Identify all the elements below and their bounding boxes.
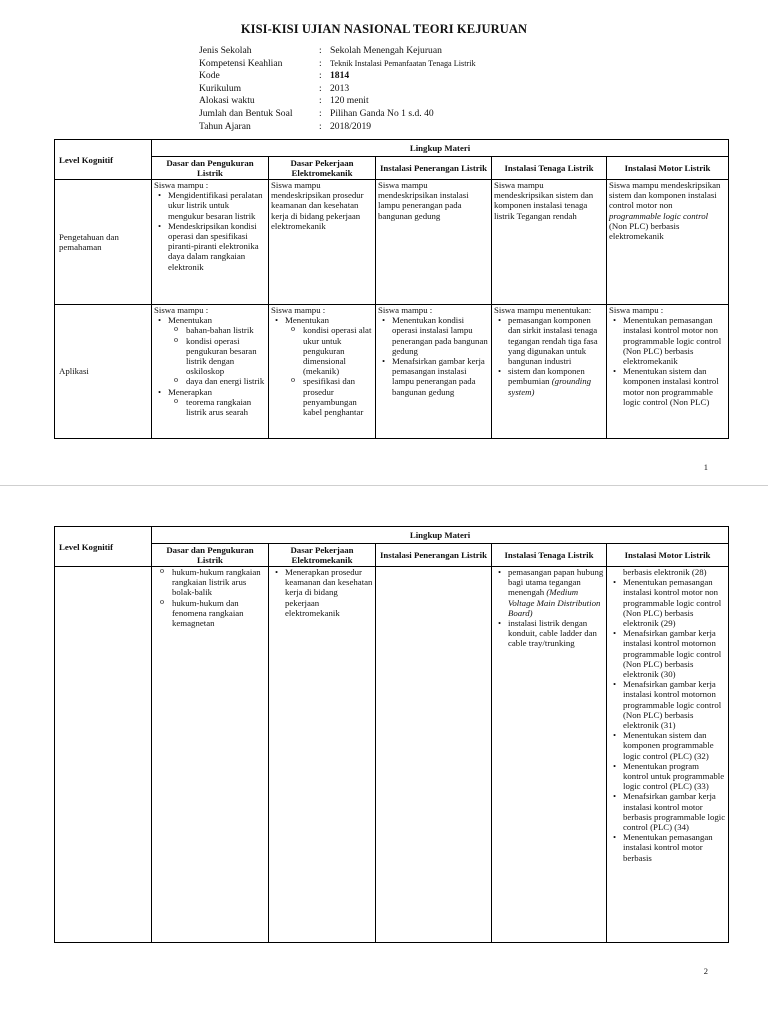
meta-colon: : bbox=[319, 45, 322, 56]
bullet-list bbox=[494, 315, 604, 397]
cell-italic-text: (grounding system) bbox=[508, 376, 592, 397]
page-number: 1 bbox=[703, 462, 708, 472]
meta-key: Jumlah dan Bentuk Soal bbox=[199, 107, 293, 119]
sub-list-item: o bahan-bahan listrik bbox=[186, 325, 266, 335]
header-row-columns bbox=[55, 157, 729, 180]
list-item bbox=[508, 366, 604, 397]
column-header: Instalasi Motor Listrik bbox=[607, 544, 729, 567]
sub-list-item: o spesifikasi dan prosedur penyambungan kabel penghantar bbox=[303, 376, 373, 417]
list-item-label: pemasangan papan hubung bagi utama tegangan menengah bbox=[508, 567, 604, 598]
meta-key: Kompetensi Keahlian bbox=[199, 57, 283, 69]
document-meta bbox=[199, 45, 476, 133]
list-item bbox=[508, 567, 604, 618]
table-cell bbox=[376, 567, 492, 943]
list-item: • Menerapkan prosedur keamanan dan kesehatan kerja di bidang pekerjaan elektromekanik bbox=[285, 567, 373, 618]
document-title: KISI-KISI UJIAN NASIONAL TEORI KEJURUAN bbox=[240, 22, 528, 36]
cell-intro: berbasis elektronik (28) bbox=[623, 567, 707, 577]
meta-value: 2018/2019 bbox=[330, 120, 372, 132]
table-cell bbox=[269, 305, 376, 439]
meta-colon: : bbox=[319, 57, 322, 69]
table-row-aplikasi bbox=[55, 305, 729, 439]
table-cell bbox=[607, 305, 729, 439]
sub-list bbox=[168, 325, 266, 386]
level-cell bbox=[55, 567, 152, 943]
cell-content bbox=[378, 305, 489, 438]
header-row-columns bbox=[55, 544, 729, 567]
table-cell bbox=[376, 305, 492, 439]
column-header: Dasar dan Pengukuran Listrik bbox=[152, 157, 269, 180]
column-header: Dasar Pekerjaan Elektromekanik bbox=[269, 544, 376, 567]
meta-colon: : bbox=[319, 95, 322, 107]
column-header: Dasar dan Pengukuran Listrik bbox=[152, 544, 269, 567]
list-item: • Menentukan program kontrol untuk programmable logic control (PLC) (33) bbox=[623, 761, 726, 792]
meta-row-kode bbox=[199, 70, 476, 83]
cell-intro: Siswa mampu : bbox=[378, 305, 433, 315]
list-item bbox=[285, 315, 373, 417]
meta-key: Alokasi waktu bbox=[199, 95, 255, 107]
bullet-list bbox=[378, 315, 489, 397]
sub-list-item: o kondisi operasi pengukuran besaran listrik dengan oskiloskop bbox=[186, 336, 266, 377]
meta-colon: : bbox=[319, 120, 322, 132]
meta-key: Kurikulum bbox=[199, 82, 242, 94]
cell-intro: Siswa mampu : bbox=[609, 305, 664, 315]
list-item-label: Menerapkan bbox=[168, 386, 212, 397]
meta-row-jumlah-soal bbox=[199, 108, 476, 121]
cell-text: Siswa mampu mendeskripsikan sistem dan komponen instalasi control motor non bbox=[609, 180, 721, 211]
list-item: • Menafsirkan gambar kerja instalasi kontrol motor berbasis programmable logic control (PLC) (34) bbox=[623, 791, 726, 832]
list-item: • Mengidentifikasi peralatan ukur listrik untuk mengukur besaran listrik bbox=[168, 190, 266, 221]
list-item: • Menentukan pemasangan instalasi kontrol motor berbasis bbox=[623, 832, 726, 863]
header-row-group bbox=[55, 527, 729, 544]
table-row-continued bbox=[55, 567, 729, 943]
meta-key: Jenis Sekolah bbox=[199, 45, 252, 56]
list-item: • Menentukan pemasangan instalasi kontrol motor non programmable logic control (Non PLC) berbasis elektromekanik bbox=[623, 315, 726, 366]
list-item-label: Menentukan bbox=[168, 315, 212, 326]
table-cell bbox=[607, 180, 729, 305]
level-kognitif-header: Level Kognitif bbox=[55, 140, 152, 180]
table-cell bbox=[152, 305, 269, 439]
table-cell bbox=[269, 567, 376, 943]
meta-value: Sekolah Menengah Kejuruan bbox=[330, 45, 442, 56]
cell-intro: Siswa mampu menentukan: bbox=[494, 305, 592, 315]
list-item: • Menentukan sistem dan komponen programmable logic control (PLC) (32) bbox=[623, 730, 726, 761]
column-header: Instalasi Motor Listrik bbox=[607, 157, 729, 180]
table-cell: Siswa mampu mendeskripsikan sistem dan komponen instalasi tenaga listrik Tegangan rendah bbox=[492, 180, 607, 305]
meta-value: Pilihan Ganda No 1 s.d. 40 bbox=[330, 107, 434, 119]
meta-key: Kode bbox=[199, 70, 220, 82]
list-item: • pemasangan komponen dan sirkit instalasi tenaga tegangan rendah tiga fasa yang digunakan untuk bangunan industri bbox=[508, 315, 604, 366]
meta-row-jenis-sekolah bbox=[199, 45, 476, 58]
meta-key: Tahun Ajaran bbox=[199, 120, 251, 132]
level-kognitif-header: Level Kognitif bbox=[55, 527, 152, 567]
kisi-table-page-2 bbox=[54, 526, 729, 943]
cell-intro: Siswa mampu : bbox=[154, 180, 209, 190]
meta-value: 2013 bbox=[330, 82, 350, 94]
level-cell: Pengetahuan dan pemahaman bbox=[55, 180, 152, 305]
page-number: 2 bbox=[703, 966, 708, 976]
meta-value: Teknik Instalasi Pemanfaatan Tenaga Listrik bbox=[330, 58, 476, 68]
list-item: • instalasi listrik dengan konduit, cable ladder dan cable tray/trunking bbox=[508, 618, 604, 649]
column-header: Instalasi Tenaga Listrik bbox=[492, 544, 607, 567]
list-item: • Menentukan pemasangan instalasi kontrol motor non programmable logic control (Non PLC) berbasis elektronik (29) bbox=[623, 577, 726, 628]
sub-list bbox=[285, 325, 373, 417]
column-header: Instalasi Penerangan Listrik bbox=[376, 544, 492, 567]
table-cell bbox=[607, 567, 729, 943]
table-cell bbox=[492, 305, 607, 439]
cell-content bbox=[609, 305, 726, 438]
sub-list bbox=[168, 397, 266, 417]
meta-row-tahun-ajaran bbox=[199, 121, 476, 134]
column-header: Instalasi Penerangan Listrik bbox=[376, 157, 492, 180]
kisi-table-page-1 bbox=[54, 139, 729, 439]
list-item: • Menafsirkan gambar kerja pemasangan instalasi lampu penerangan pada bangunan gedung bbox=[392, 356, 489, 397]
bullet-list bbox=[609, 577, 726, 863]
list-item bbox=[168, 387, 266, 418]
list-item-label: Menentukan bbox=[285, 315, 329, 326]
cell-content bbox=[494, 305, 604, 438]
bullet-list bbox=[271, 315, 373, 417]
meta-value: 1814 bbox=[330, 70, 350, 82]
table-row-pengetahuan bbox=[55, 180, 729, 305]
sub-list-item: o teorema rangkaian listrik arus searah bbox=[186, 397, 266, 417]
table-cell: Siswa mampu mendeskripsikan instalasi lampu penerangan pada bangunan gedung bbox=[376, 180, 492, 305]
meta-row-alokasi bbox=[199, 95, 476, 108]
bullet-list bbox=[494, 567, 604, 649]
column-header: Instalasi Tenaga Listrik bbox=[492, 157, 607, 180]
meta-colon: : bbox=[319, 82, 322, 94]
level-cell: Aplikasi bbox=[55, 305, 152, 439]
cell-content bbox=[271, 305, 373, 438]
table-cell bbox=[492, 567, 607, 943]
bullet-list bbox=[154, 315, 266, 417]
lingkup-materi-header: Lingkup Materi bbox=[152, 527, 729, 544]
list-item: • Menentukan kondisi operasi instalasi lampu penerangan pada bangunan gedung bbox=[392, 315, 489, 356]
list-item: • Mendeskripsikan kondisi operasi dan spesifikasi piranti-piranti elektronika daya dalam rangkaian elektronik bbox=[168, 221, 266, 272]
page-1 bbox=[0, 0, 768, 485]
list-item bbox=[168, 315, 266, 386]
cell-text: (Non PLC) berbasis elektromekanik bbox=[609, 220, 680, 242]
bullet-list bbox=[271, 567, 373, 618]
table-cell: Siswa mampu mendeskripsikan prosedur keamanan dan kesehatan kerja di bidang pekerjaan elektromekanik bbox=[269, 180, 376, 305]
sub-list-item: o kondisi operasi alat ukur untuk pengukuran dimensional (mekanik) bbox=[303, 325, 373, 376]
sub-list-item: o hukum-hukum rangkaian rangkaian listrik arus bolak-balik bbox=[172, 567, 266, 598]
list-item: • Menentukan sistem dan komponen instalasi kontrol motor non programmable logic control (Non PLC) bbox=[623, 366, 726, 407]
sub-list-item: o daya dan energi listrik bbox=[186, 376, 266, 386]
sub-list bbox=[154, 567, 266, 628]
meta-row-kompetensi bbox=[199, 58, 476, 71]
cell-intro: Siswa mampu : bbox=[271, 305, 326, 315]
list-item: • Menafsirkan gambar kerja instalasi kontrol motornon programmable logic control (Non PLC) berbasis elektronik (30) bbox=[623, 628, 726, 679]
bullet-list bbox=[609, 315, 726, 407]
meta-value: 120 menit bbox=[330, 95, 369, 107]
cell-italic-text: (Medium Voltage Main Distribution Board) bbox=[508, 587, 601, 618]
lingkup-materi-header: Lingkup Materi bbox=[152, 140, 729, 157]
cell-content bbox=[609, 567, 726, 942]
meta-colon: : bbox=[319, 70, 322, 82]
list-item: • Menafsirkan gambar kerja instalasi kontrol motornon programmable logic control (Non PLC) berbasis elektronik (31) bbox=[623, 679, 726, 730]
cell-italic-text: programmable logic control bbox=[609, 210, 709, 221]
empty-cell bbox=[57, 567, 149, 942]
column-header: Dasar Pekerjaan Elektromekanik bbox=[269, 157, 376, 180]
table-cell bbox=[152, 180, 269, 305]
cell-content bbox=[154, 305, 266, 438]
bullet-list bbox=[154, 190, 266, 272]
sub-list-item: o hukum-hukum dan fenomena rangkaian kemagnetan bbox=[172, 598, 266, 629]
table-cell bbox=[152, 567, 269, 943]
page-2 bbox=[0, 485, 768, 1024]
meta-row-kurikulum bbox=[199, 83, 476, 96]
meta-colon: : bbox=[319, 107, 322, 119]
header-row-group bbox=[55, 140, 729, 157]
cell-intro: Siswa mampu : bbox=[154, 305, 209, 315]
list-item-label: sistem dan komponen pembumian bbox=[508, 366, 585, 387]
